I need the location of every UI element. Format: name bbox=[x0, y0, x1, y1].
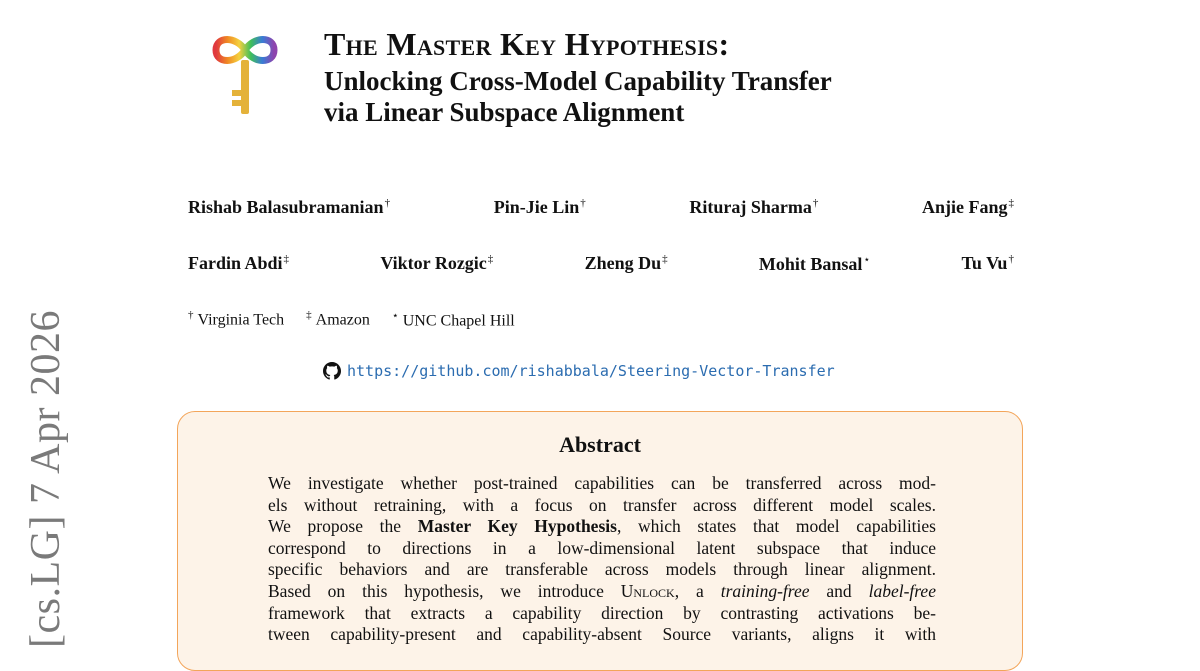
arxiv-stamp: [cs.LG] 7 Apr 2026 bbox=[23, 310, 69, 648]
author: Rishab Balasubramanian† bbox=[188, 197, 391, 217]
paper-title bbox=[324, 26, 832, 128]
author: Mohit Bansal⋆ bbox=[758, 254, 871, 274]
authors-row-1 bbox=[188, 197, 1014, 218]
authors-row-2 bbox=[188, 253, 1014, 275]
abstract-line: Based on this hypothesis, we introduce Unlock, a training-free and label-free bbox=[268, 580, 936, 601]
title-main: The Master Key Hypothesis: bbox=[324, 26, 730, 62]
author: Viktor Rozgic‡ bbox=[380, 253, 494, 273]
author: Fardin Abdi‡ bbox=[188, 253, 290, 273]
affiliation: ⋆ UNC Chapel Hill bbox=[391, 310, 515, 330]
repo-link-row bbox=[323, 362, 835, 380]
title-subtitle bbox=[324, 66, 832, 128]
abstract-heading: Abstract bbox=[559, 432, 641, 457]
master-key-logo bbox=[208, 30, 282, 122]
subtitle-line-2: via Linear Subspace Alignment bbox=[324, 97, 685, 127]
abstract-line: specific behaviors and are transferable across models through linear alignment. bbox=[268, 559, 936, 580]
abstract-line: correspond to directions in a low-dimensional latent subspace that induce bbox=[268, 537, 936, 558]
author: Tu Vu† bbox=[961, 253, 1014, 273]
abstract-body bbox=[268, 473, 936, 646]
github-icon bbox=[323, 362, 341, 380]
abstract-line: framework that extracts a capability direction by contrasting activations be- bbox=[268, 602, 936, 623]
affiliation: † Virginia Tech bbox=[188, 309, 285, 329]
repo-url-link[interactable]: https://github.com/rishabbala/Steering-Vector-Transfer bbox=[347, 362, 835, 380]
abstract-box bbox=[177, 411, 1023, 671]
abstract-line: els without retraining, with a focus on transfer across different model scales. bbox=[268, 494, 936, 515]
author: Zheng Du‡ bbox=[584, 253, 668, 273]
abstract-line: We investigate whether post-trained capabilities can be transferred across mod- bbox=[268, 473, 936, 493]
author: Pin-Jie Lin† bbox=[493, 197, 586, 217]
abstract-line: We propose the Master Key Hypothesis, which states that model capabilities bbox=[268, 516, 936, 537]
affiliations bbox=[188, 309, 515, 330]
author: Rituraj Sharma† bbox=[689, 197, 819, 217]
author: Anjie Fang‡ bbox=[921, 197, 1014, 217]
subtitle-line-1: Unlocking Cross-Model Capability Transfer bbox=[324, 66, 832, 96]
affiliation: ‡ Amazon bbox=[306, 309, 370, 329]
abstract-line: tween capability-present and capability-absent Source variants, aligns it with bbox=[268, 624, 936, 645]
